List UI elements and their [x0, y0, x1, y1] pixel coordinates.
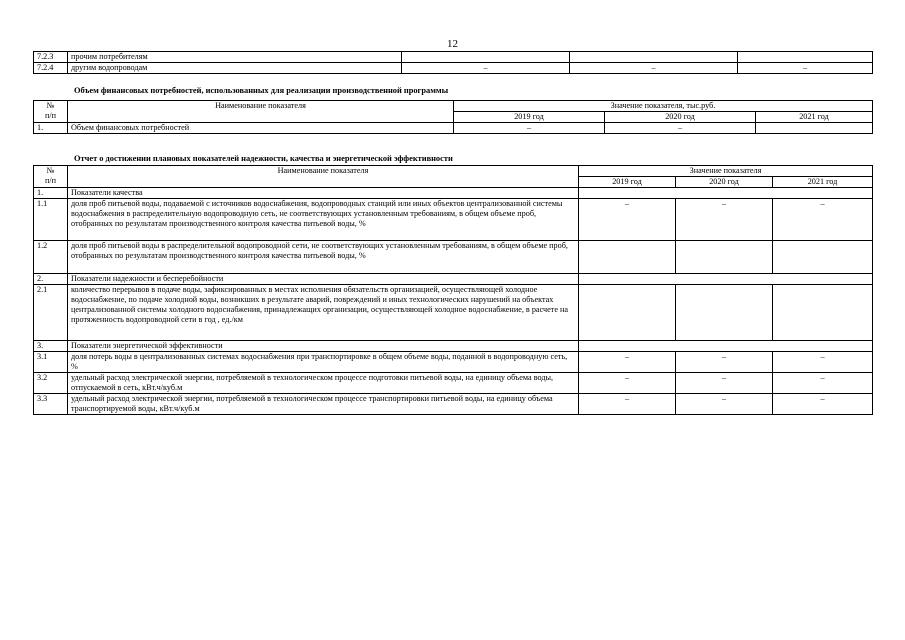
row-number: 1.1: [34, 199, 68, 241]
value-2019: [579, 241, 676, 274]
row-name: Объем финансовых потребностей: [68, 123, 454, 134]
header-year-2021: 2021 год: [756, 112, 873, 123]
row-number: 3.2: [34, 373, 68, 394]
value-2021: –: [738, 63, 873, 74]
value-2019: –: [579, 199, 676, 241]
table-row: [34, 352, 873, 373]
row-name: другим водопроводам: [68, 63, 402, 74]
row-number: 7.2.4: [34, 63, 68, 74]
value-2019: –: [579, 373, 676, 394]
header-num-line1: №: [46, 101, 55, 110]
row-name: доля проб питьевой воды, подаваемой с источников водоснабжения, водопроводных станций или иных объектов централизованной системы водоснабжения в распределительную водопроводную сеть, не соответствующих установленным требованиям, в общем объеме проб, отобранных по результатам производственного контроля качества питьевой воды, %: [68, 199, 579, 241]
table-row: [34, 285, 873, 341]
header-num-line2: п/п: [44, 111, 57, 120]
value-2019: –: [454, 123, 605, 134]
value-2019: –: [579, 394, 676, 415]
header-year-2020: 2020 год: [676, 177, 773, 188]
value-2020: –: [676, 199, 773, 241]
table-row: [34, 63, 873, 74]
row-name: Показатели качества: [68, 188, 579, 199]
value-2020: –: [676, 394, 773, 415]
header-num-line1: №: [46, 166, 55, 175]
row-name: доля потерь воды в централизованных системах водоснабжения при транспортировке в общем объеме воды, поданной в водопроводную сеть, %: [68, 352, 579, 373]
page-number: 12: [447, 38, 458, 50]
header-name: Наименование показателя: [68, 101, 454, 123]
value-2020: –: [570, 63, 738, 74]
empty-cell: [579, 274, 873, 285]
finance-section-title: Объем финансовых потребностей, использованных для реализации производственной программы: [74, 86, 449, 95]
empty-cell: [579, 188, 873, 199]
row-name: Показатели энергетической эффективности: [68, 341, 579, 352]
group-row: [34, 188, 873, 199]
header-year-2020: 2020 год: [605, 112, 756, 123]
table-row: [34, 52, 873, 63]
header-num: [34, 101, 68, 123]
row-name: прочим потребителям: [68, 52, 402, 63]
header-year-2019: 2019 год: [454, 112, 605, 123]
value-2020: –: [676, 373, 773, 394]
group-row: [34, 341, 873, 352]
header-row: [34, 166, 873, 177]
row-name: удельный расход электрической энергии, потребляемой в технологическом процессе транспортировки питьевой воды, на единицу объема транспортируемой воды, кВт.ч/куб.м: [68, 394, 579, 415]
header-row: [34, 101, 873, 112]
row-number: 2.: [34, 274, 68, 285]
row-name: Показатели надежности и бесперебойности: [68, 274, 579, 285]
header-num-line2: п/п: [44, 176, 57, 185]
table-row: [34, 394, 873, 415]
value-2021: [773, 285, 873, 341]
row-number: 1.: [34, 188, 68, 199]
continuation-table: [33, 51, 873, 74]
value-2020: [676, 285, 773, 341]
value-2021: –: [773, 352, 873, 373]
value-2020: –: [605, 123, 756, 134]
table-row: [34, 373, 873, 394]
header-num: [34, 166, 68, 188]
row-number: 2.1: [34, 285, 68, 341]
row-number: 7.2.3: [34, 52, 68, 63]
value-2020: [676, 241, 773, 274]
finance-table: [33, 100, 873, 134]
row-name: удельный расход электрической энергии, потребляемой в технологическом процессе подготовки питьевой воды, на единицу объема воды, отпускаемой в сеть, кВт.ч/куб.м: [68, 373, 579, 394]
table-row: [34, 123, 873, 134]
header-year-2021: 2021 год: [773, 177, 873, 188]
value-2021: –: [773, 373, 873, 394]
header-name: Наименование показателя: [68, 166, 579, 188]
row-number: 1.2: [34, 241, 68, 274]
row-name: количество перерывов в подаче воды, зафиксированных в местах исполнения обязательств организацией, осуществляющей холодное водоснабжение, по подаче холодной воды, возникших в результате аварий, повреждений и иных технологических нарушений на объектах централизованной системы холодного водоснабжения, принадлежащих организации, осуществляющей холодное водоснабжение, в расчете на протяженность водопроводной сети в год , ед./км: [68, 285, 579, 341]
table-row: [34, 241, 873, 274]
value-2021: [756, 123, 873, 134]
header-value: Значение показателя, тыс.руб.: [454, 101, 873, 112]
group-row: [34, 274, 873, 285]
report-section-title: Отчет о достижении плановых показателей надежности, качества и энергетической эффективности: [74, 154, 453, 163]
value-2021: –: [773, 199, 873, 241]
row-number: 3.3: [34, 394, 68, 415]
value-2020: –: [676, 352, 773, 373]
value-2020: [570, 52, 738, 63]
row-number: 1.: [34, 123, 68, 134]
value-2021: [738, 52, 873, 63]
value-2021: [773, 241, 873, 274]
value-2019: –: [402, 63, 570, 74]
report-table: [33, 165, 873, 415]
header-year-2019: 2019 год: [579, 177, 676, 188]
value-2019: [402, 52, 570, 63]
row-name: доля проб питьевой воды в распределительной водопроводной сети, не соответствующих установленным требованиям, в общем объеме проб, отобранных по результатам производственного контроля качества питьевой воды, %: [68, 241, 579, 274]
header-value: Значение показателя: [579, 166, 873, 177]
value-2019: [579, 285, 676, 341]
value-2019: –: [579, 352, 676, 373]
row-number: 3.1: [34, 352, 68, 373]
empty-cell: [579, 341, 873, 352]
row-number: 3.: [34, 341, 68, 352]
table-row: [34, 199, 873, 241]
value-2021: –: [773, 394, 873, 415]
